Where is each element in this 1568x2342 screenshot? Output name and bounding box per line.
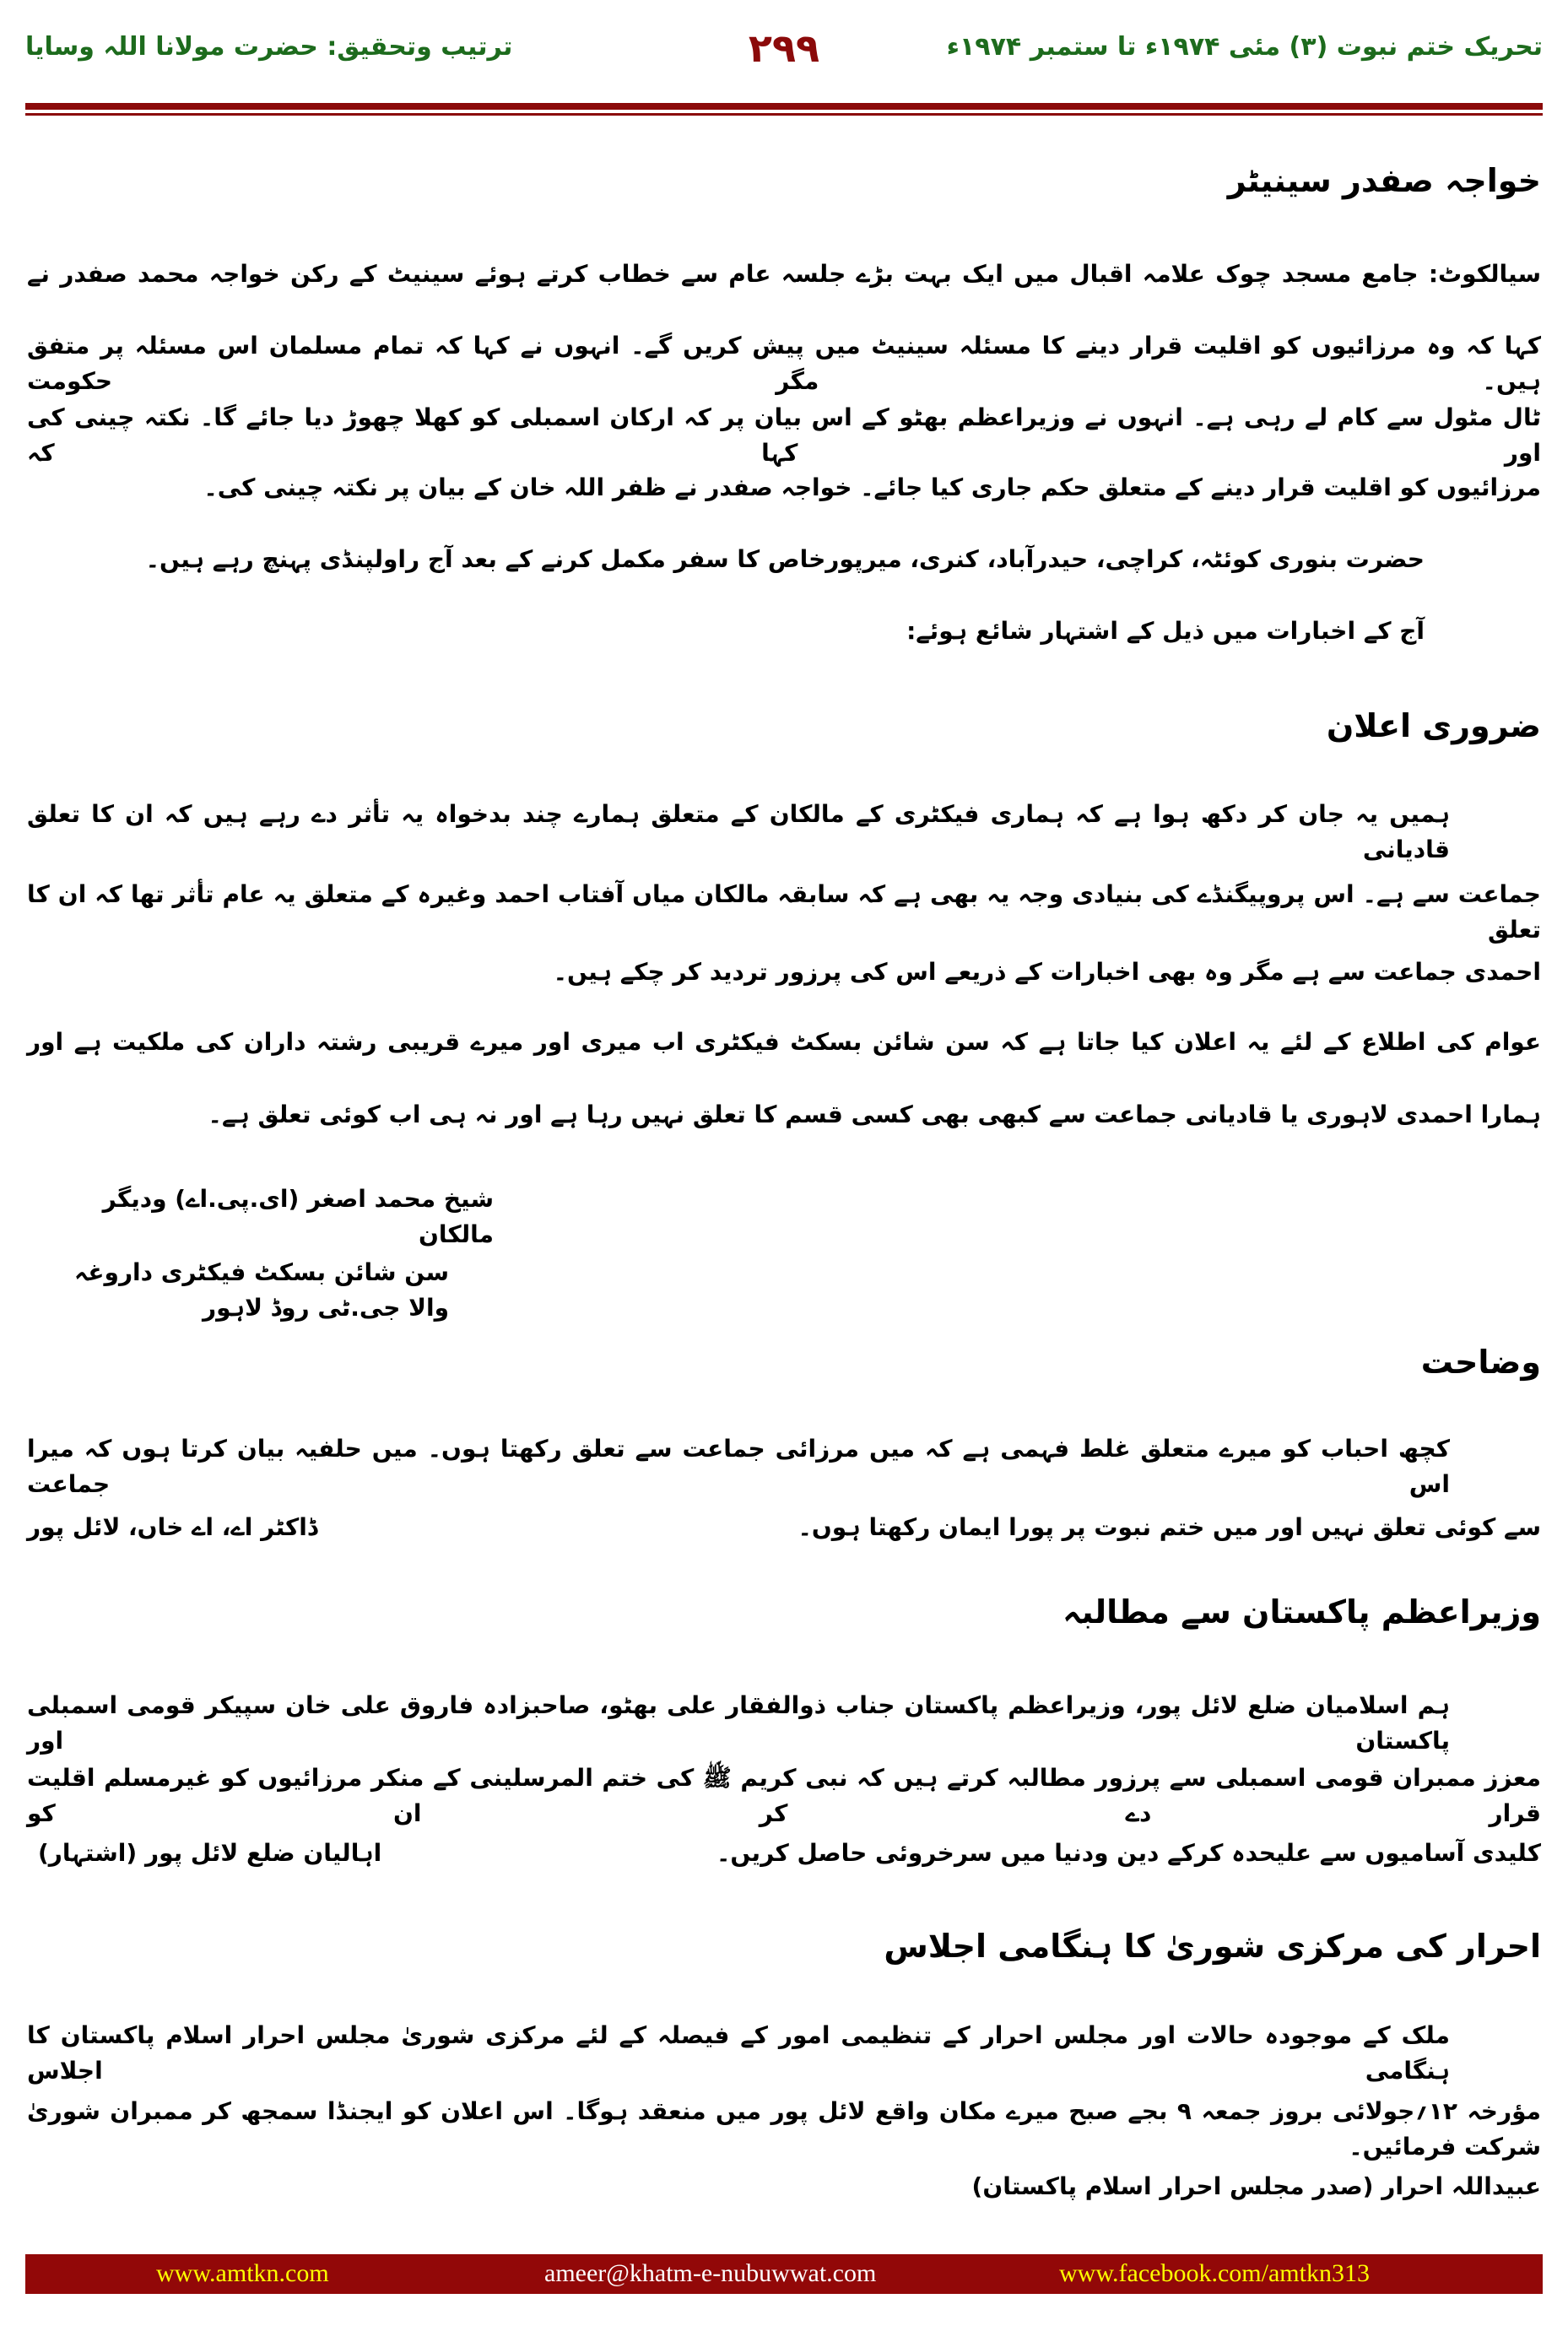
page-number: ۲۹۹ — [748, 25, 820, 71]
facebook-link[interactable]: www.facebook.com/amtkn313 — [1059, 2259, 1370, 2287]
paragraph-line: حضرت بنوری کوئٹہ، کراچی، حیدرآباد، کنری، میرپورخاص کا سفر مکمل کرنے کے بعد آج راولپنڈی پہنچ رہے ہیں۔ — [145, 545, 1425, 573]
section-heading: ضروری اعلان — [1326, 707, 1541, 744]
paragraph-line: ٹال مٹول سے کام لے رہی ہے۔ انہوں نے وزیراعظم بھٹو کے اس بیان پر کہ ارکان اسمبلی کو کھلا چھوڑ دیا جائے گا۔ نکتہ چینی کی اور کہا کہ — [27, 403, 1541, 467]
paragraph-line: کلیدی آسامیوں سے علیحدہ کرکے دین ودنیا میں سرخروئی حاصل کریں۔ — [716, 1839, 1541, 1867]
paragraph-line: ہمارا احمدی لاہوری یا قادیانی جماعت سے کبھی بھی کسی قسم کا تعلق نہیں رہا ہے اور نہ ہی اب کوئی تعلق ہے۔ — [208, 1101, 1541, 1128]
paragraph-line: جماعت سے ہے۔ اس پروپیگنڈے کی بنیادی وجہ یہ بھی ہے کہ سابقہ مالکان میاں آفتاب احمد وغیرہ کے متعلق یہ عام تأثر تھا کہ ان کا تعلق — [27, 880, 1541, 944]
section-heading: احرار کی مرکزی شوریٰ کا ہنگامی اجلاس — [884, 1928, 1541, 1965]
header-divider-thin — [25, 113, 1543, 116]
paragraph-line: ہمیں یہ جان کر دکھ ہوا ہے کہ ہماری فیکٹری کے مالکان کے متعلق ہمارے چند بدخواہ یہ تأثر دے رہے ہیں کہ ان کا تعلق قادیانی — [27, 800, 1450, 863]
signature-line: شیخ محمد اصغر (ای.پی.اے) ودیگر مالکان — [102, 1185, 494, 1248]
compiler-credit: ترتیب وتحقیق: حضرت مولانا اللہ وسایا — [25, 32, 513, 62]
section-heading: وزیراعظم پاکستان سے مطالبہ — [1062, 1593, 1541, 1631]
signature-line: اہالیان ضلع لائل پور (اشتہار) — [38, 1839, 382, 1867]
signature-line: ڈاکٹر اے، اے خاں، لائل پور — [27, 1513, 318, 1541]
paragraph-line: سے کوئی تعلق نہیں اور میں ختم نبوت پر پورا ایمان رکھتا ہوں۔ — [798, 1513, 1541, 1541]
paragraph-line: کچھ احباب کو میرے متعلق غلط فہمی ہے کہ میں مرزائی جماعت سے تعلق رکھتا ہوں۔ میں حلفیہ بیان کرتا ہوں کہ میرا اس جماعت — [27, 1435, 1450, 1498]
section-heading: خواجہ صفدر سینیٹر — [1227, 162, 1541, 199]
paragraph-line: مؤرخہ ۱۲؍جولائی بروز جمعہ ۹ بجے صبح میرے مکان واقع لائل پور میں منعقد ہوگا۔ اس اعلان کو ایجنڈا سمجھ کر ممبران شوریٰ شرکت فرمائیں۔ — [27, 2097, 1541, 2161]
signature-line: سن شائن بسکٹ فیکٹری داروغہ والا جی.ٹی روڈ لاہور — [74, 1258, 449, 1322]
paragraph-line: ملک کے موجودہ حالات اور مجلس احرار کے تنظیمی امور کے فیصلہ کے لئے مرکزی شوریٰ مجلس احرار اسلام پاکستان کا ہنگامی اجلاس — [27, 2021, 1450, 2085]
paragraph-line: آج کے اخبارات میں ذیل کے اشتہار شائع ہوئے: — [906, 617, 1425, 645]
book-title: تحریک ختم نبوت (۳) مئی ۱۹۷۴ء تا ستمبر ۱۹۷۴ء — [946, 32, 1543, 62]
header-divider-thick — [25, 103, 1543, 110]
signature-line: عبیداللہ احرار (صدر مجلس احرار اسلام پاکستان) — [971, 2172, 1541, 2200]
email-link[interactable]: ameer@khatm-e-nubuwwat.com — [544, 2259, 877, 2287]
paragraph-line: معزز ممبران قومی اسمبلی سے پرزور مطالبہ کرتے ہیں کہ نبی کریم ﷺ کی ختم المرسلینی کے منکر مرزائیوں کو غیرمسلم اقلیت قرار دے کر ان کو — [27, 1764, 1541, 1827]
website-link[interactable]: www.amtkn.com — [156, 2259, 329, 2287]
paragraph-line: سیالکوٹ: جامع مسجد چوک علامہ اقبال میں ایک بہت بڑے جلسہ عام سے خطاب کرتے ہوئے سینیٹ کے رکن خواجہ محمد صفدر نے — [27, 260, 1541, 288]
paragraph-line: کہا کہ وہ مرزائیوں کو اقلیت قرار دینے کا مسئلہ سینیٹ میں پیش کریں گے۔ انہوں نے کہا کہ تمام مسلمان اس مسئلہ پر متفق ہیں۔ مگر حکومت — [27, 332, 1541, 395]
paragraph-line: ہم اسلامیان ضلع لائل پور، وزیراعظم پاکستان جناب ذوالفقار علی بھٹو، صاحبزادہ فاروق علی خان سپیکر قومی اسمبلی پاکستان اور — [27, 1691, 1450, 1755]
paragraph-line: مرزائیوں کو اقلیت قرار دینے کے متعلق حکم جاری کیا جائے۔ خواجہ صفدر نے ظفر اللہ خان کے بیان پر نکتہ چینی کی۔ — [203, 473, 1541, 501]
paragraph-line: احمدی جماعت سے ہے مگر وہ بھی اخبارات کے ذریعے اس کی پرزور تردید کر چکے ہیں۔ — [553, 958, 1541, 986]
footer-bar — [25, 2254, 1543, 2294]
section-heading: وضاحت — [1420, 1344, 1541, 1381]
paragraph-line: عوام کی اطلاع کے لئے یہ اعلان کیا جاتا ہے کہ سن شائن بسکٹ فیکٹری اب میری اور میرے قریبی رشتہ داران کی ملکیت ہے اور — [27, 1028, 1541, 1056]
